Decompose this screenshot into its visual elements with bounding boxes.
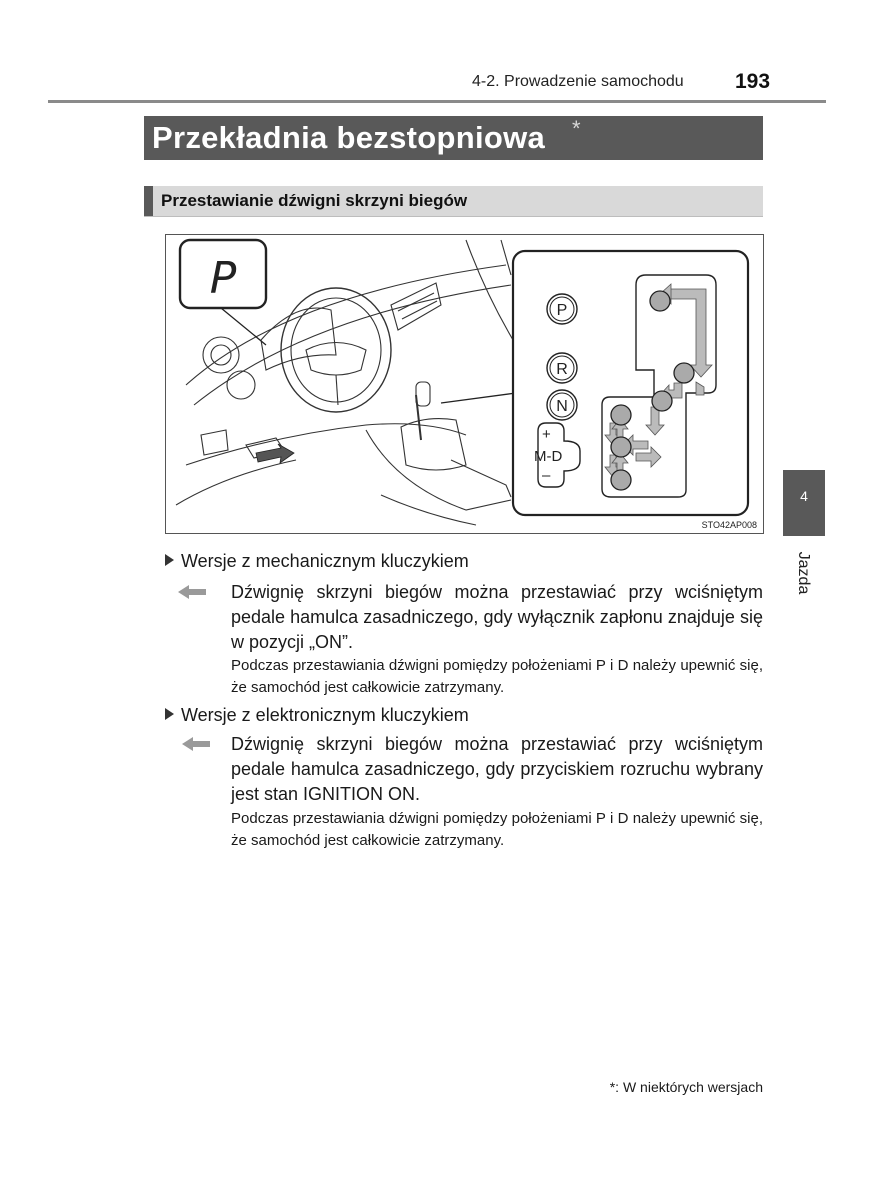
chapter-label-container — [785, 543, 821, 603]
left-arrow-icon — [182, 736, 212, 752]
page-title: Przekładnia bezstopniowa — [152, 120, 546, 155]
footnote: *: W niektórych wersjach — [609, 1079, 763, 1095]
chapter-tab — [783, 470, 825, 536]
shift-label-plus: + — [542, 426, 551, 443]
title-asterisk: * — [572, 116, 581, 141]
page-number: 193 — [735, 70, 771, 93]
bullet-text: Wersje z mechanicznym kluczykiem — [181, 551, 469, 571]
triangle-bullet-icon — [165, 554, 174, 566]
page-title-bar — [144, 116, 763, 160]
left-arrow-icon — [178, 584, 208, 600]
chapter-number: 4 — [800, 488, 808, 504]
shift-display-letter: P — [209, 253, 237, 304]
running-header-section: 4-2. Prowadzenie samochodu — [472, 73, 684, 90]
shift-label-minus: – — [542, 467, 551, 484]
section-paragraph: Dźwignię skrzyni biegów można przestawiać przy wciśniętym pedale hamulca zasadniczego, gdy wyłącznik zapłonu znajduje się w pozycji „ON”. — [231, 582, 763, 652]
gear-shift-illustration — [165, 234, 764, 534]
shift-label-p: P — [556, 302, 568, 319]
shift-label-md: M-D — [534, 448, 563, 465]
bullet-item — [165, 551, 469, 572]
section-heading-accent — [144, 186, 153, 216]
section-paragraph: Dźwignię skrzyni biegów można przestawiać przy wciśniętym pedale hamulca zasadniczego, gdy przyciskiem rozruchu wybrany jest stan IGNITION ON. — [231, 734, 763, 804]
section-heading-bar — [144, 186, 763, 217]
section-heading: Przestawianie dźwigni skrzyni biegów — [161, 191, 468, 210]
chapter-label: Jazda — [795, 551, 812, 595]
bullet-item — [165, 705, 469, 726]
shift-label-n: N — [556, 398, 568, 415]
section-note: Podczas przestawiania dźwigni pomiędzy położeniami P i D należy upewnić się, że samochód jest całkowicie zatrzymany. — [231, 657, 763, 696]
bullet-text: Wersje z elektronicznym kluczykiem — [181, 705, 469, 725]
section-note: Podczas przestawiania dźwigni pomiędzy położeniami P i D należy upewnić się, że samochód jest całkowicie zatrzymany. — [231, 810, 763, 849]
triangle-bullet-icon — [165, 708, 174, 720]
header-rule — [48, 100, 826, 103]
shift-label-r: R — [556, 361, 568, 378]
figure-code: STO42AP008 — [701, 520, 757, 530]
car-interior-drawing — [166, 235, 763, 533]
